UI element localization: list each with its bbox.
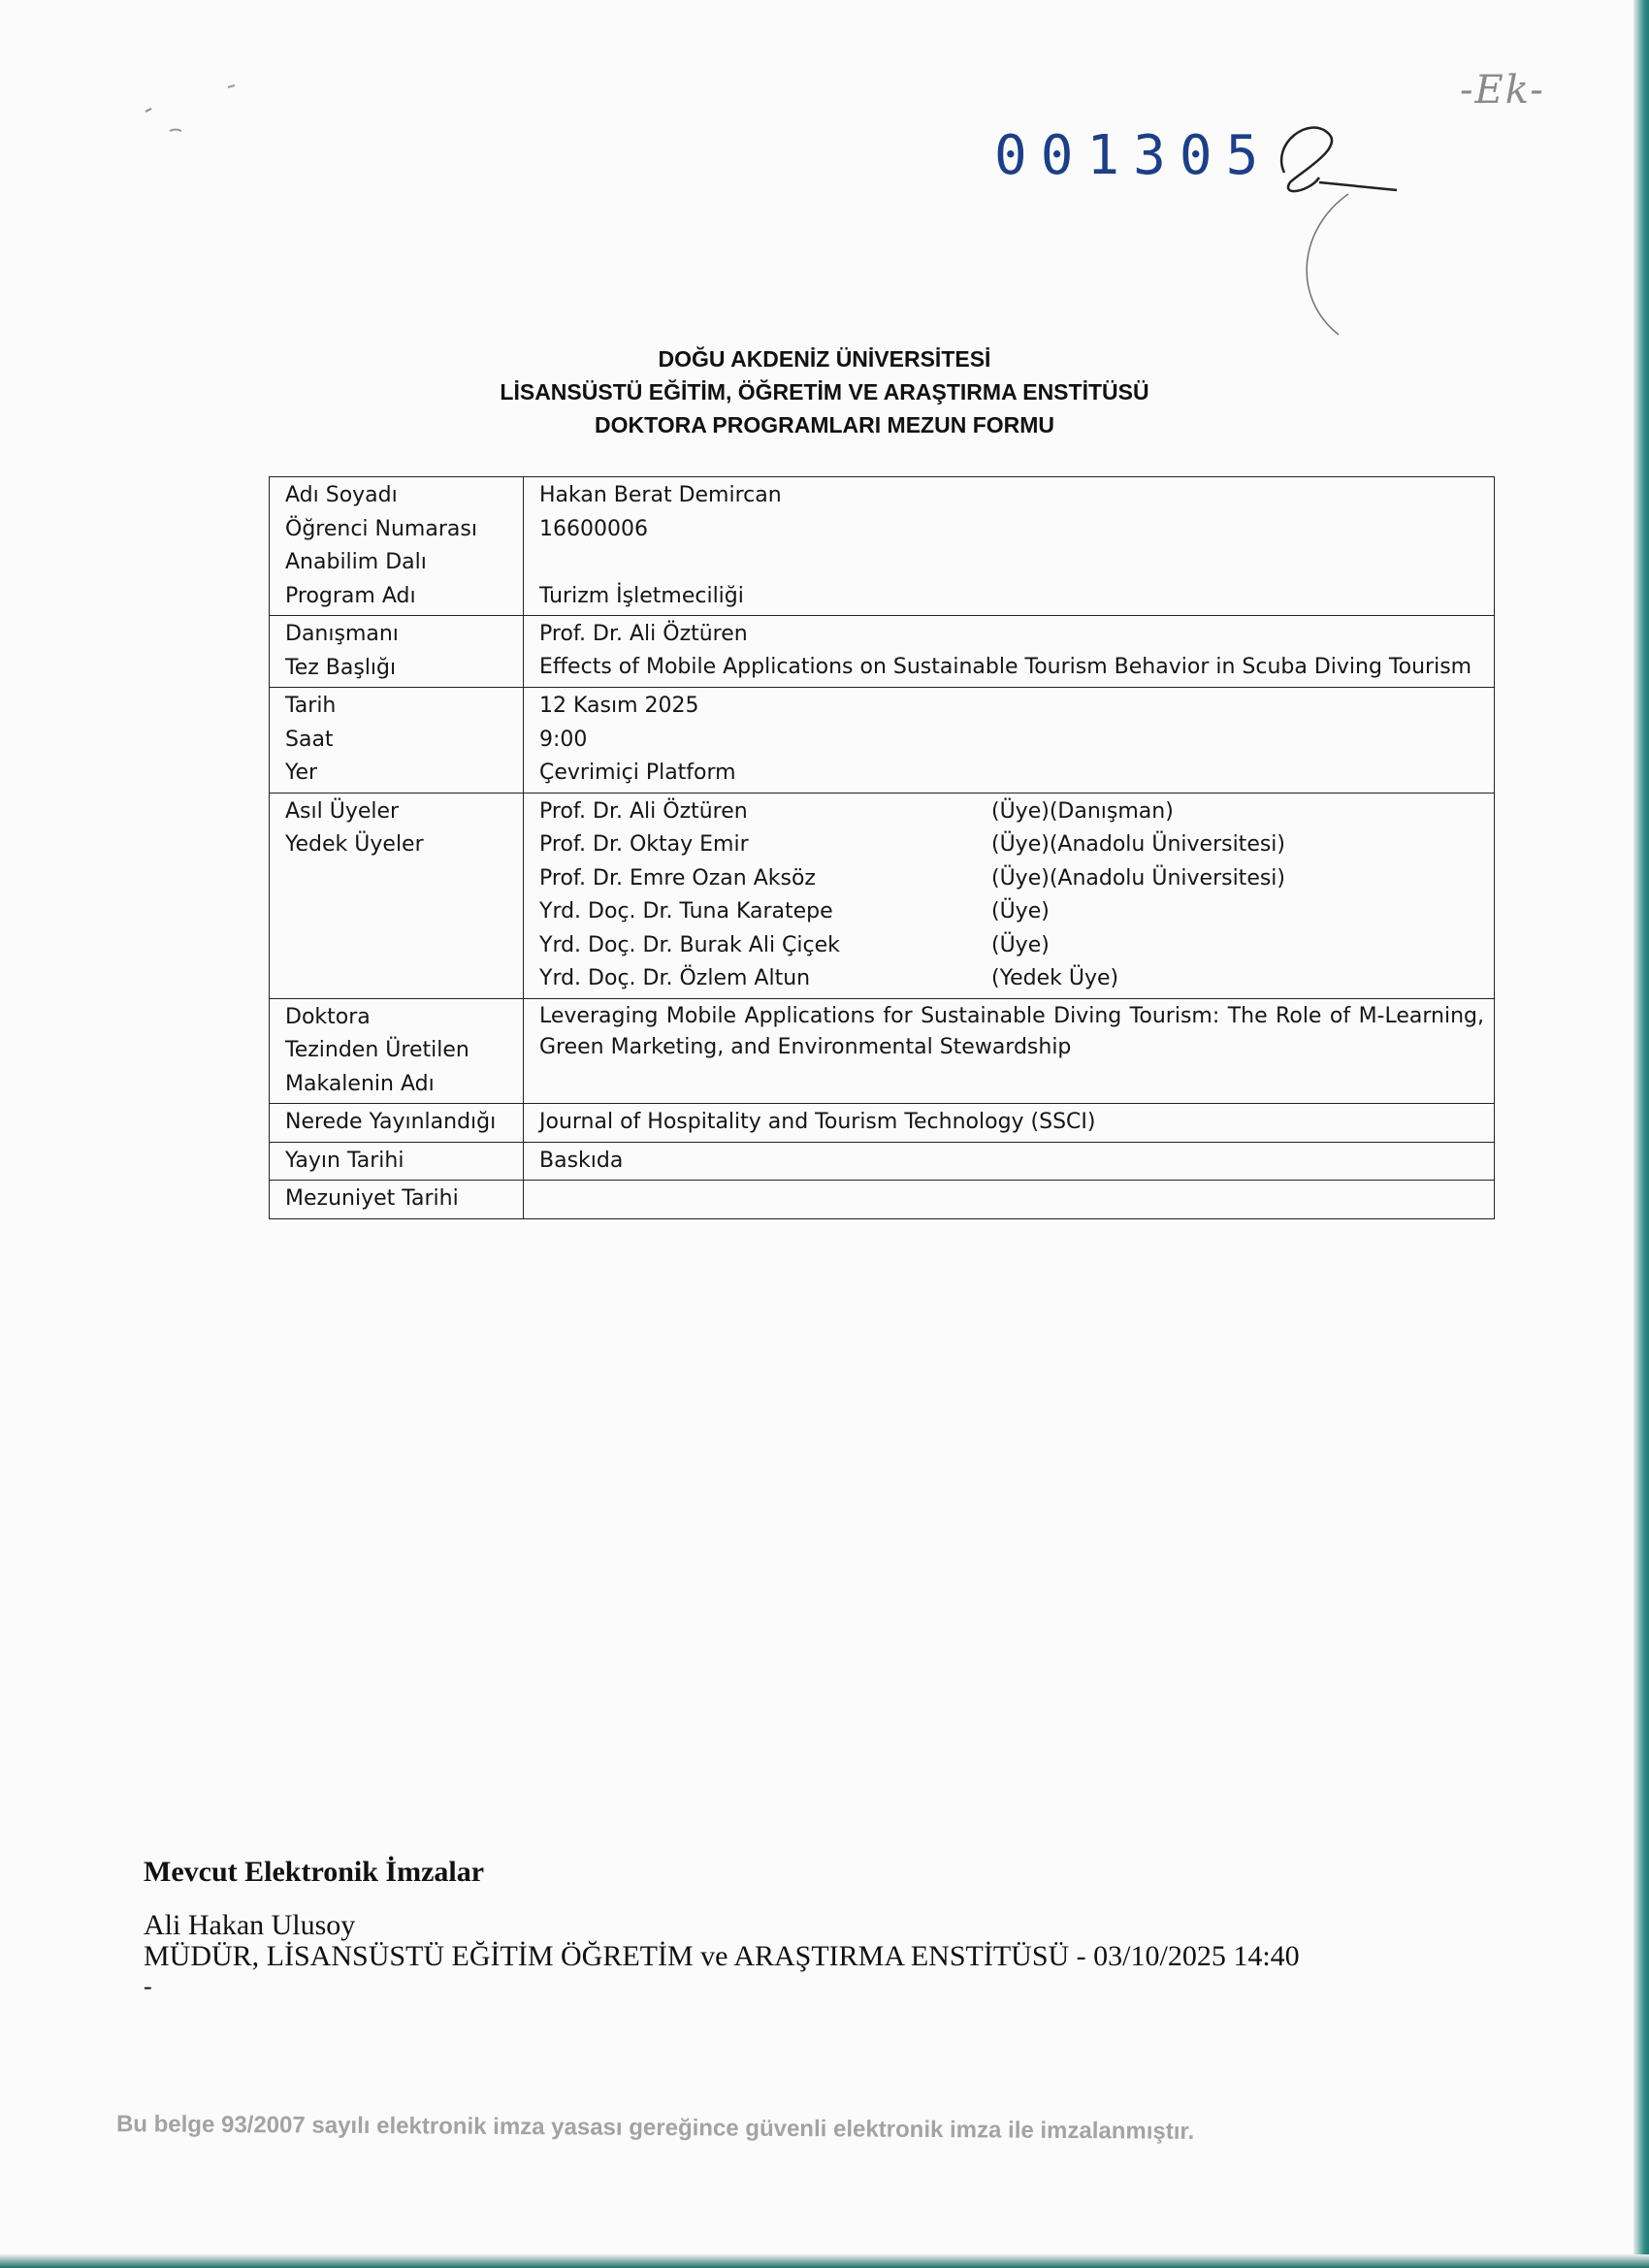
label-date: Tarih bbox=[285, 694, 337, 718]
member-role: (Yedek Üye) bbox=[991, 966, 1119, 990]
form-header bbox=[0, 342, 1649, 441]
label-name: Adı Soyadı bbox=[285, 483, 398, 507]
jury-member bbox=[539, 862, 1484, 896]
scan-edge-right bbox=[1633, 0, 1649, 2268]
jury-row bbox=[270, 793, 1495, 998]
label-program: Program Adı bbox=[285, 583, 416, 608]
label-publication-date: Yayın Tarihi bbox=[270, 1142, 524, 1181]
value-date: 12 Kasım 2025 bbox=[539, 694, 699, 718]
member-role: (Üye)(Danışman) bbox=[991, 798, 1174, 824]
member-name: Yrd. Doç. Dr. Özlem Altun bbox=[539, 966, 811, 990]
member-role: (Üye) bbox=[991, 899, 1050, 923]
handwritten-arc bbox=[1290, 189, 1368, 354]
graduate-form-table bbox=[269, 476, 1495, 1219]
member-name: Yrd. Doç. Dr. Tuna Karatepe bbox=[539, 899, 833, 923]
value-place: Çevrimiçi Platform bbox=[539, 761, 736, 785]
electronic-signatures bbox=[144, 1856, 1300, 2001]
signatures-title: Mevcut Elektronik İmzalar bbox=[144, 1856, 485, 1888]
value-graduation-date bbox=[524, 1181, 1495, 1219]
published-in-row bbox=[270, 1104, 1495, 1143]
label-doctorate: Doktora bbox=[285, 1004, 371, 1029]
label-substitute-members: Yedek Üyeler bbox=[285, 832, 424, 857]
jury-members bbox=[524, 793, 1495, 998]
label-thesis-title: Tez Başlığı bbox=[285, 655, 397, 680]
article-labels bbox=[270, 998, 524, 1104]
label-time: Saat bbox=[285, 727, 334, 752]
signer-role: MÜDÜR, LİSANSÜSTÜ EĞİTİM ÖĞRETİM ve ARAŞTIRMA ENSTİTÜSÜ - 03/10/2025 14:40 bbox=[144, 1940, 1300, 1972]
defense-values bbox=[524, 688, 1495, 794]
label-place: Yer bbox=[285, 761, 318, 785]
scan-edge-bottom bbox=[0, 2254, 1649, 2268]
scan-specks bbox=[136, 82, 252, 160]
value-article-title: Leveraging Mobile Applications for Sustainable Diving Tourism: The Role of M-Learning, Green Marketing, and Environmental Stewardship bbox=[539, 1003, 1484, 1059]
advisor-row bbox=[270, 616, 1495, 688]
defense-row bbox=[270, 688, 1495, 794]
label-department: Anabilim Dalı bbox=[285, 550, 427, 574]
identity-labels bbox=[270, 477, 524, 616]
advisor-labels bbox=[270, 616, 524, 688]
jury-labels bbox=[270, 793, 524, 998]
document-number-stamp: 001305 bbox=[994, 124, 1273, 187]
value-student-no: 16600006 bbox=[539, 516, 648, 541]
jury-member bbox=[539, 895, 1484, 929]
institute-name: LİSANSÜSTÜ EĞİTİM, ÖĞRETİM VE ARAŞTIRMA ENSTİTÜSÜ bbox=[500, 379, 1149, 405]
jury-member bbox=[539, 929, 1484, 963]
form-title: DOKTORA PROGRAMLARI MEZUN FORMU bbox=[594, 412, 1055, 437]
signer-name: Ali Hakan Ulusoy bbox=[144, 1909, 356, 1941]
handwritten-number-mark bbox=[1271, 105, 1406, 202]
value-program: Turizm İşletmeciliği bbox=[539, 583, 744, 608]
value-published-in: Journal of Hospitality and Tourism Technology (SSCI) bbox=[524, 1104, 1495, 1143]
label-graduation-date: Mezuniyet Tarihi bbox=[270, 1181, 524, 1219]
jury-member bbox=[539, 795, 1484, 829]
value-thesis-title: Effects of Mobile Applications on Sustainable Tourism Behavior in Scuba Diving Tourism bbox=[539, 654, 1472, 679]
article-values bbox=[524, 998, 1495, 1104]
e-signature-legal-note: Bu belge 93/2007 sayılı elektronik imza yasası gereğince güvenli elektronik imza ile imzalanmıştır. bbox=[115, 2111, 1195, 2145]
signature-separator: - bbox=[144, 1972, 152, 2000]
label-main-members: Asıl Üyeler bbox=[285, 798, 400, 824]
article-row bbox=[270, 998, 1495, 1104]
graduation-date-row bbox=[270, 1181, 1495, 1219]
member-name: Prof. Dr. Emre Ozan Aksöz bbox=[539, 865, 816, 891]
handwritten-note: -Ek- bbox=[1460, 68, 1545, 113]
jury-member bbox=[539, 828, 1484, 862]
label-produced-from-thesis: Tezinden Üretilen bbox=[285, 1038, 469, 1062]
value-time: 9:00 bbox=[539, 727, 588, 752]
university-name: DOĞU AKDENİZ ÜNİVERSİTESİ bbox=[658, 346, 991, 372]
value-publication-date: Baskıda bbox=[524, 1142, 1495, 1181]
value-name: Hakan Berat Demircan bbox=[539, 483, 782, 507]
member-name: Yrd. Doç. Dr. Burak Ali Çiçek bbox=[539, 932, 840, 957]
advisor-values bbox=[524, 616, 1495, 688]
member-name: Prof. Dr. Oktay Emir bbox=[539, 832, 749, 857]
value-advisor: Prof. Dr. Ali Öztüren bbox=[539, 622, 748, 646]
member-role: (Üye)(Anadolu Üniversitesi) bbox=[991, 832, 1286, 857]
label-student-no: Öğrenci Numarası bbox=[285, 516, 477, 541]
label-advisor: Danışmanı bbox=[285, 622, 399, 646]
member-role: (Üye)(Anadolu Üniversitesi) bbox=[991, 865, 1286, 891]
defense-labels bbox=[270, 688, 524, 794]
publication-date-row bbox=[270, 1142, 1495, 1181]
identity-values bbox=[524, 477, 1495, 616]
value-department bbox=[539, 546, 1484, 580]
identity-row bbox=[270, 477, 1495, 616]
member-role: (Üye) bbox=[991, 932, 1050, 957]
label-published-in: Nerede Yayınlandığı bbox=[270, 1104, 524, 1143]
member-name: Prof. Dr. Ali Öztüren bbox=[539, 798, 748, 824]
jury-member bbox=[539, 962, 1484, 996]
label-article-name: Makalenin Adı bbox=[285, 1071, 435, 1096]
